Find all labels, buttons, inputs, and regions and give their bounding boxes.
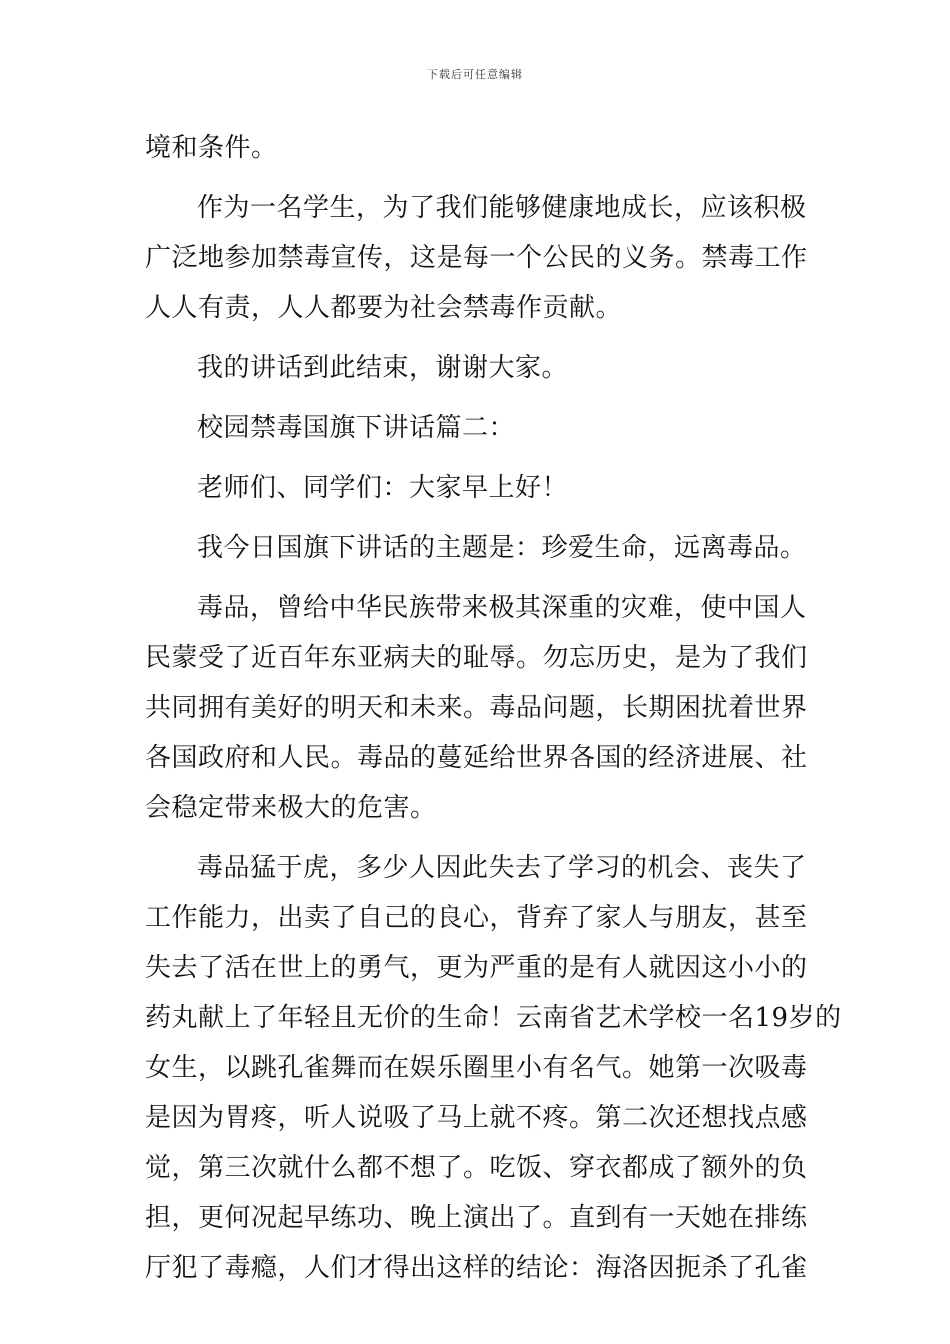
text-line: 广泛地参加禁毒宣传，这是每一个公民的义务。禁毒工作 <box>145 243 808 273</box>
text-line: 作为一名学生，为了我们能够健康地成长，应该积极 <box>197 193 807 223</box>
text-line: 毒品，曾给中华民族带来极其深重的灾难，使中国人 <box>197 593 807 623</box>
text-line: 共同拥有美好的明天和未来。毒品问题，长期困扰着世界 <box>145 693 808 723</box>
text-line: 女生，以跳孔雀舞而在娱乐圈里小有名气。她第一次吸毒 <box>145 1053 808 1083</box>
text-line: 担，更何况起早练功、晚上演出了。直到有一天她在排练 <box>145 1203 808 1233</box>
text-line: 失去了活在世上的勇气，更为严重的是有人就因这小小的 <box>145 953 808 983</box>
text-line: 人人有责，人人都要为社会禁毒作贡献。 <box>145 293 623 323</box>
text-line: 工作能力，出卖了自己的良心，背弃了家人与朋友，甚至 <box>145 903 808 933</box>
text-line: 厅犯了毒瘾，人们才得出这样的结论：海洛因扼杀了孔雀 <box>145 1253 808 1283</box>
page-header: 下载后可任意编辑 <box>427 68 523 81</box>
text-line: 是因为胃疼，听人说吸了马上就不疼。第二次还想找点感 <box>145 1103 808 1133</box>
text-line: 校园禁毒国旗下讲话篇二： <box>197 413 516 443</box>
text-line: 我今日国旗下讲话的主题是：珍爱生命，远离毒品。 <box>197 533 807 563</box>
text-line: 民蒙受了近百年东亚病夫的耻辱。勿忘历史，是为了我们 <box>145 643 808 673</box>
text-line: 药丸献上了年轻且无价的生命！云南省艺术学校一名19岁的 <box>145 1003 842 1033</box>
document-body <box>145 123 842 1293</box>
text-line: 会稳定带来极大的危害。 <box>145 793 437 823</box>
text-line: 毒品猛于虎，多少人因此失去了学习的机会、丧失了 <box>197 853 807 883</box>
text-line: 老师们、同学们：大家早上好！ <box>197 473 569 503</box>
text-line: 境和条件。 <box>145 133 278 163</box>
text-line: 觉，第三次就什么都不想了。吃饭、穿衣都成了额外的负 <box>145 1153 808 1183</box>
text-line: 我的讲话到此结束，谢谢大家。 <box>197 353 569 383</box>
text-line: 各国政府和人民。毒品的蔓延给世界各国的经济进展、社 <box>145 743 808 773</box>
